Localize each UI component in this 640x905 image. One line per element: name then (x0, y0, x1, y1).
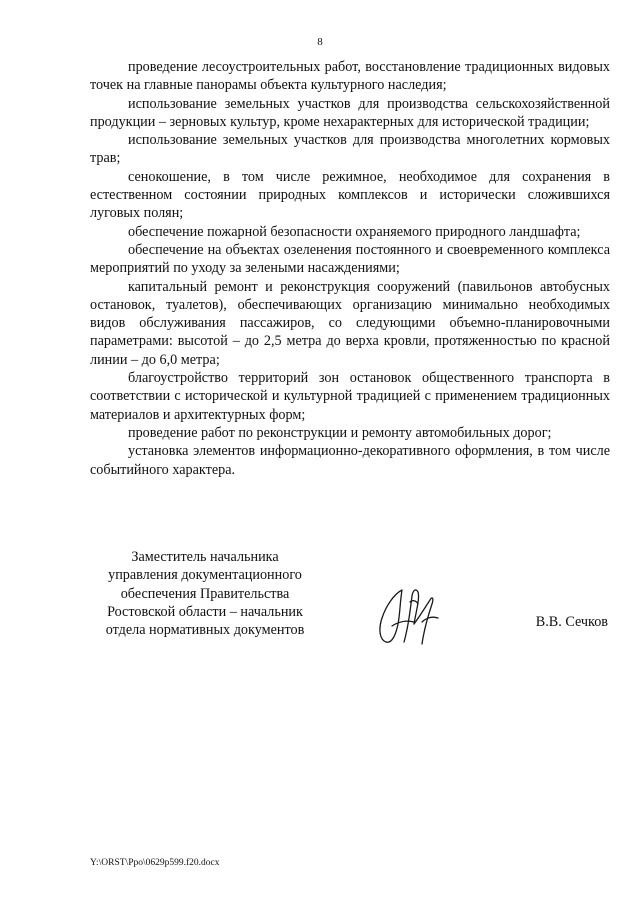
paragraph: обеспечение пожарной безопасности охраняемого природного ландшафта; (128, 223, 581, 240)
file-path: Y:\ORST\Ppo\0629p599.f20.docx (90, 858, 220, 868)
paragraph: благоустройство территорий зон остановок общественного транспорта в соответствии с исторической и культурной традицией с применением традиционных материалов и архитектурных форм; (90, 370, 610, 423)
paragraph: использование земельных участков для производства сельскохозяйственной продукции – зерновых культур, кроме нехарактерных для исторической традиции; (90, 95, 610, 130)
handwritten-signature-icon (372, 582, 446, 652)
paragraph: проведение лесоустроительных работ, восстановление традиционных видовых точек на главные панорамы объекта культурного наследия; (90, 59, 610, 94)
page-number: 8 (317, 36, 323, 48)
position-line: Ростовской области – начальник (107, 603, 303, 620)
position-line: обеспечения Правительства (120, 585, 290, 602)
paragraph: капитальный ремонт и реконструкция сооружений (павильонов автобусных остановок, туалетов), обеспечивающих организацию минимально необходимых видов обслуживания пассажиров, со следующими объемно-планировочными параметрами: высотой – до 2,5 метра до верха кровли, протяженностью по красной линии – до 6,0 метра; (90, 278, 610, 368)
paragraph: установка элементов информационно-декоративного оформления, в том числе событийного характера. (90, 443, 610, 478)
paragraph: сенокошение, в том числе режимное, необходимое для сохранения в естественном состоянии природных комплексов и исторически сложившихся луговых полян; (90, 168, 610, 222)
position-line: Заместитель начальника (131, 549, 279, 565)
signatory-name: В.В. Сечков (535, 614, 608, 630)
paragraph: обеспечение на объектах озеленения постоянного и своевременного комплекса мероприятий по уходу за зелеными насаждениями; (90, 241, 610, 277)
document-body (90, 58, 610, 479)
position-line: управления документационного (108, 567, 302, 584)
signatory-position (90, 548, 320, 639)
paragraph: использование земельных участков для производства многолетних кормовых трав; (90, 132, 610, 167)
position-line: отдела нормативных документов (105, 622, 305, 639)
paragraph: проведение работ по реконструкции и ремонту автомобильных дорог; (128, 424, 552, 441)
